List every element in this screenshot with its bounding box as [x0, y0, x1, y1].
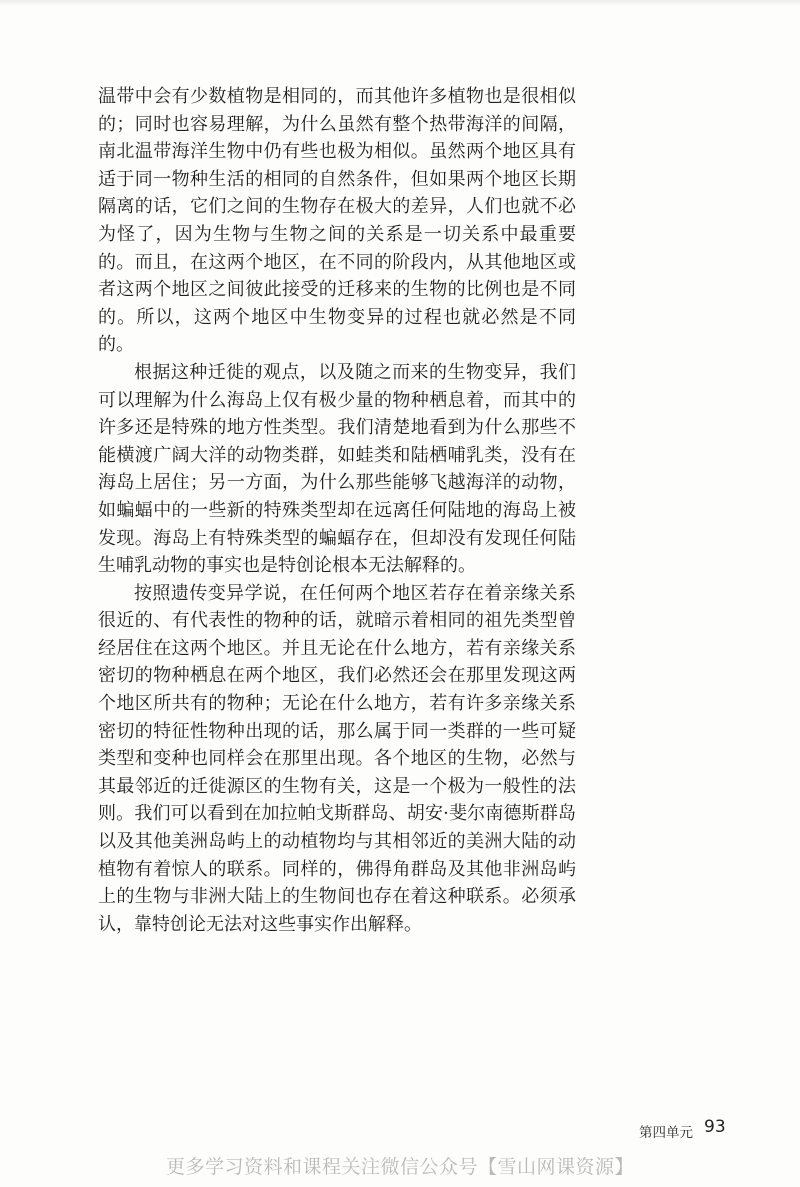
- paragraph-2: 根据这种迁徙的观点，以及随之而来的生物变异，我们可以理解为什么海岛上仅有极少量的物种栖息着，而其中的许多还是特殊的地方性类型。我们清楚地看到为什么那些不能横渡广阔大洋的动物类群，如蛙类和陆栖哺乳类，没有在海岛上居住；另一方面，为什么那些能够飞越海洋的动物，如蝙蝠中的一些新的特殊类型却在远离任何陆地的海岛上被发现。海岛上有特殊类型的蝙蝠存在，但却没有发现任何陆生哺乳动物的事实也是特创论根本无法解释的。: [98, 361, 576, 577]
- watermark-text: 更多学习资料和课程关注微信公众号【雪山网课资源】: [165, 1156, 634, 1178]
- body-text: [98, 83, 576, 938]
- page-number: 93: [704, 1117, 726, 1137]
- page-edge: [0, 0, 800, 6]
- paragraph-1: 温带中会有少数植物是相同的，而其他许多植物也是很相似的；同时也容易理解，为什么虽然有整个热带海洋的间隔，南北温带海洋生物中仍有些也极为相似。虽然两个地区具有适于同一物种生活的相同的自然条件，但如果两个地区长期隔离的话，它们之间的生物存在极大的差异，人们也就不必为怪了，因为生物与生物之间的关系是一切关系中最重要的。而且，在这两个地区，在不同的阶段内，从其他地区或者这两个地区之间彼此接受的迁移来的生物的比例也是不同的。所以，这两个地区中生物变异的过程也就必然是不同的。: [98, 86, 576, 356]
- paragraph-3: 按照遗传变异学说，在任何两个地区若存在着亲缘关系很近的、有代表性的物种的话，就暗示着相同的祖先类型曾经居住在这两个地区。并且无论在什么地方，若有亲缘关系密切的物种栖息在两个地区，我们必然还会在那里发现这两个地区所共有的物种；无论在什么地方，若有许多亲缘关系密切的特征性物种出现的话，那么属于同一类群的一些可疑类型和变种也同样会在那里出现。各个地区的生物，必然与其最邻近的迁徙源区的生物有关，这是一个极为一般性的法则。我们可以看到在加拉帕戈斯群岛、胡安·斐尔南德斯群岛以及其他美洲岛屿上的动植物均与其相邻近的美洲大陆的动植物有着惊人的联系。同样的，佛得角群岛及其他非洲岛屿上的生物与非洲大陆上的生物间也存在着这种联系。必须承认，靠特创论无法对这些事实作出解释。: [98, 582, 576, 935]
- footer-unit-label: 第四单元: [639, 1125, 693, 1141]
